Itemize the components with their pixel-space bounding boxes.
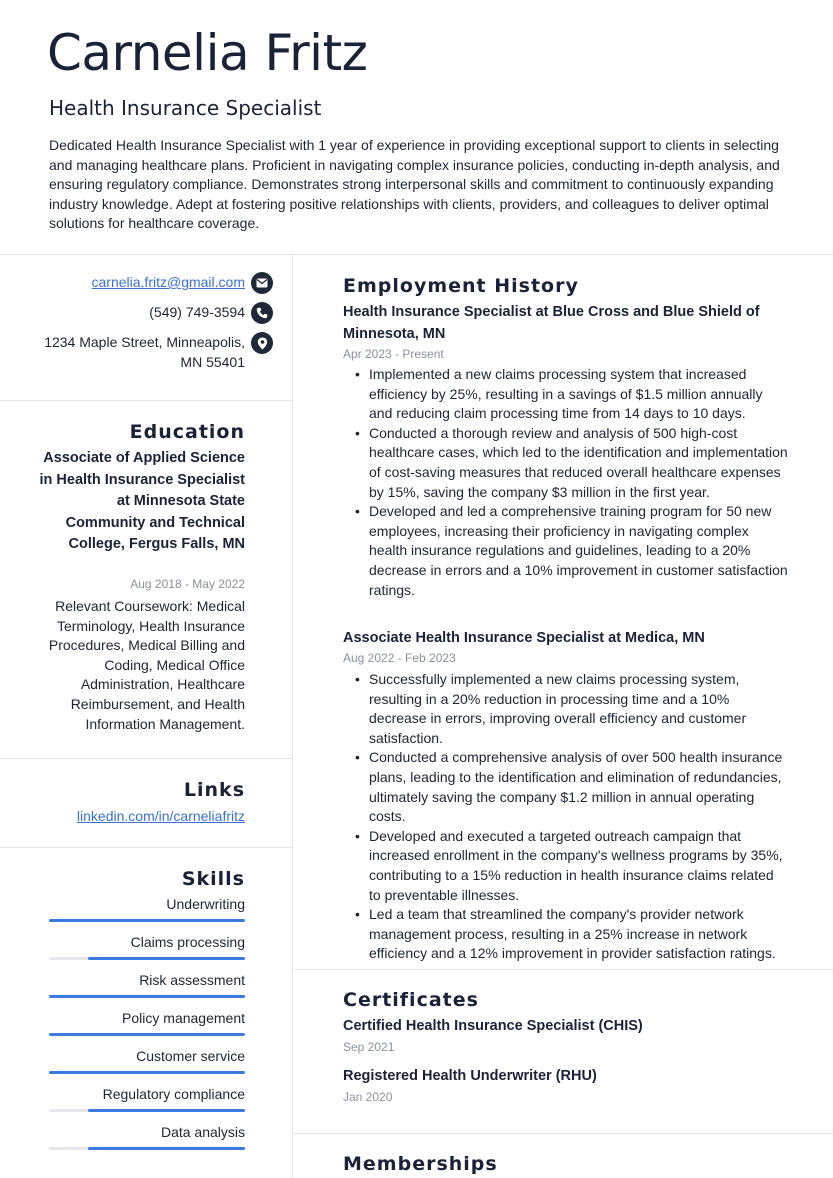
skills-section (0, 848, 293, 1178)
skill-item (49, 1085, 245, 1112)
skill-name: Regulatory compliance (102, 1086, 245, 1102)
skill-level-fill (49, 919, 245, 922)
education-heading: Education (129, 421, 245, 443)
memberships-heading: Memberships (343, 1153, 498, 1175)
skill-level-bar (49, 957, 245, 960)
email-link[interactable]: carnelia.fritz@gmail.com (91, 274, 245, 290)
phone-icon (251, 302, 273, 324)
section-divider (294, 969, 833, 970)
skill-level-bar (49, 1071, 245, 1074)
skill-level-fill (49, 995, 245, 998)
sidebar (0, 255, 293, 1178)
skill-name: Customer service (136, 1048, 245, 1064)
skill-level-fill (88, 1109, 245, 1112)
job-2-bullet: • Led a team that streamlined the company's provider network management process, resulting in a 25% increase in network efficiency and a 12% improvement in provider satisfaction ratings. (343, 905, 788, 964)
phone-row[interactable] (149, 302, 273, 324)
skill-item (49, 971, 245, 998)
education-section (0, 401, 293, 759)
section-divider (294, 1133, 833, 1134)
job-bullets-2 (343, 670, 788, 964)
address-text (44, 332, 245, 372)
skill-item (49, 1123, 245, 1150)
address-line2: MN 55401 (180, 354, 245, 370)
certificate-name: Registered Health Underwriter (RHU) (343, 1068, 597, 1084)
skill-level-bar (49, 1147, 245, 1150)
job-1-bullet: • Conducted a thorough review and analysis of 500 high-cost healthcare cases, which led to the identification and implementation of cost-saving measures that reduced overall healthcare expenses by 15%, saving the company $3 million in the first year. (343, 424, 788, 502)
job-2-bullet: • Developed and executed a targeted outreach campaign that increased enrollment in the company's wellness programs by 35%, contributing to a 15% reduction in health insurance claims related to preventable illnesses. (343, 827, 788, 905)
job-2-bullet: • Conducted a comprehensive analysis of over 500 health insurance plans, leading to the identification and elimination of redundancies, ultimately saving the company $1.2 million in annual operating costs. (343, 748, 788, 826)
certificate-date: Sep 2021 (343, 1040, 395, 1054)
certificate-name: Certified Health Insurance Specialist (CHIS) (343, 1018, 643, 1034)
skill-name: Underwriting (166, 896, 245, 912)
job-title-2: Associate Health Insurance Specialist at Medica, MN (343, 630, 705, 646)
education-dates: Aug 2018 - May 2022 (130, 577, 245, 591)
skill-level-bar (49, 1109, 245, 1112)
skill-item (49, 1047, 245, 1074)
skill-name: Policy management (122, 1010, 245, 1026)
linkedin-link[interactable]: linkedin.com/in/carneliafritz (76, 808, 245, 824)
skill-name: Claims processing (130, 934, 245, 950)
employment-heading: Employment History (343, 275, 579, 297)
location-pin-icon (251, 332, 273, 354)
certificate-date: Jan 2020 (343, 1090, 393, 1104)
address-row (44, 332, 273, 372)
skill-level-bar (49, 995, 245, 998)
phone-number[interactable]: (549) 749-3594 (149, 304, 245, 320)
links-section (0, 759, 293, 848)
address-line1: 1234 Maple Street, Minneapolis, (44, 334, 245, 350)
job-1-bullet: • Implemented a new claims processing system that increased efficiency by 25%, resulting in a savings of $1.5 million annually and reducing claim processing time from 14 days to 10 days. (343, 365, 788, 424)
skills-heading: Skills (181, 868, 245, 890)
skill-level-fill (49, 1033, 245, 1036)
skill-item (49, 1009, 245, 1036)
email-row[interactable] (92, 272, 273, 294)
candidate-title: Health Insurance Specialist (49, 96, 322, 120)
skill-name: Risk assessment (139, 972, 245, 988)
skill-level-bar (49, 1033, 245, 1036)
education-degree: Associate of Applied Science in Health Insurance Specialist at Minnesota State Community and Technical College, Fergus Falls, MN (39, 450, 245, 552)
job-1-bullet: • Developed and led a comprehensive training program for 50 new employees, increasing their proficiency in navigating complex health insurance regulations and guidelines, leading to a 20% decrease in errors and a 10% improvement in customer satisfaction ratings. (343, 502, 788, 600)
job-title-1: Health Insurance Specialist at Blue Cross and Blue Shield of Minnesota, MN (343, 304, 760, 342)
skill-level-bar (49, 919, 245, 922)
main-content (294, 255, 833, 1178)
skill-level-fill (49, 1071, 245, 1074)
skill-name: Data analysis (160, 1124, 245, 1140)
job-dates-1: Apr 2023 - Present (343, 347, 444, 361)
certificates-heading: Certificates (343, 989, 479, 1011)
job-bullets-1 (343, 365, 788, 600)
candidate-name: Carnelia Fritz (47, 24, 368, 82)
skill-level-fill (88, 1147, 245, 1150)
job-2-bullet: • Successfully implemented a new claims processing system, resulting in a 20% reduction in processing time and a 10% decrease in errors, improving overall efficiency and customer satisfaction. (343, 670, 788, 748)
resume-header (0, 0, 833, 255)
skill-level-fill (88, 957, 245, 960)
profile-summary: Dedicated Health Insurance Specialist with 1 year of experience in providing exceptional support to clients in selecting and managing healthcare plans. Proficient in navigating complex insurance policies, conducting in-depth analysis, and ensuring regulatory compliance. Demonstrates strong interpersonal skills and commitment to continuously expanding industry knowledge. Adept at fostering positive relationships with clients, providers, and colleagues to deliver optimal solutions for healthcare coverage. (49, 137, 780, 232)
education-description: Relevant Coursework: Medical Terminology, Health Insurance Procedures, Medical Billing and Coding, Medical Office Administration, Healthcare Reimbursement, and Health Information Management. (48, 598, 245, 732)
envelope-icon (251, 272, 273, 294)
job-dates-2: Aug 2022 - Feb 2023 (343, 651, 456, 665)
skill-item (49, 895, 245, 922)
links-heading: Links (183, 779, 245, 801)
contact-section (0, 255, 293, 401)
skill-item (49, 933, 245, 960)
